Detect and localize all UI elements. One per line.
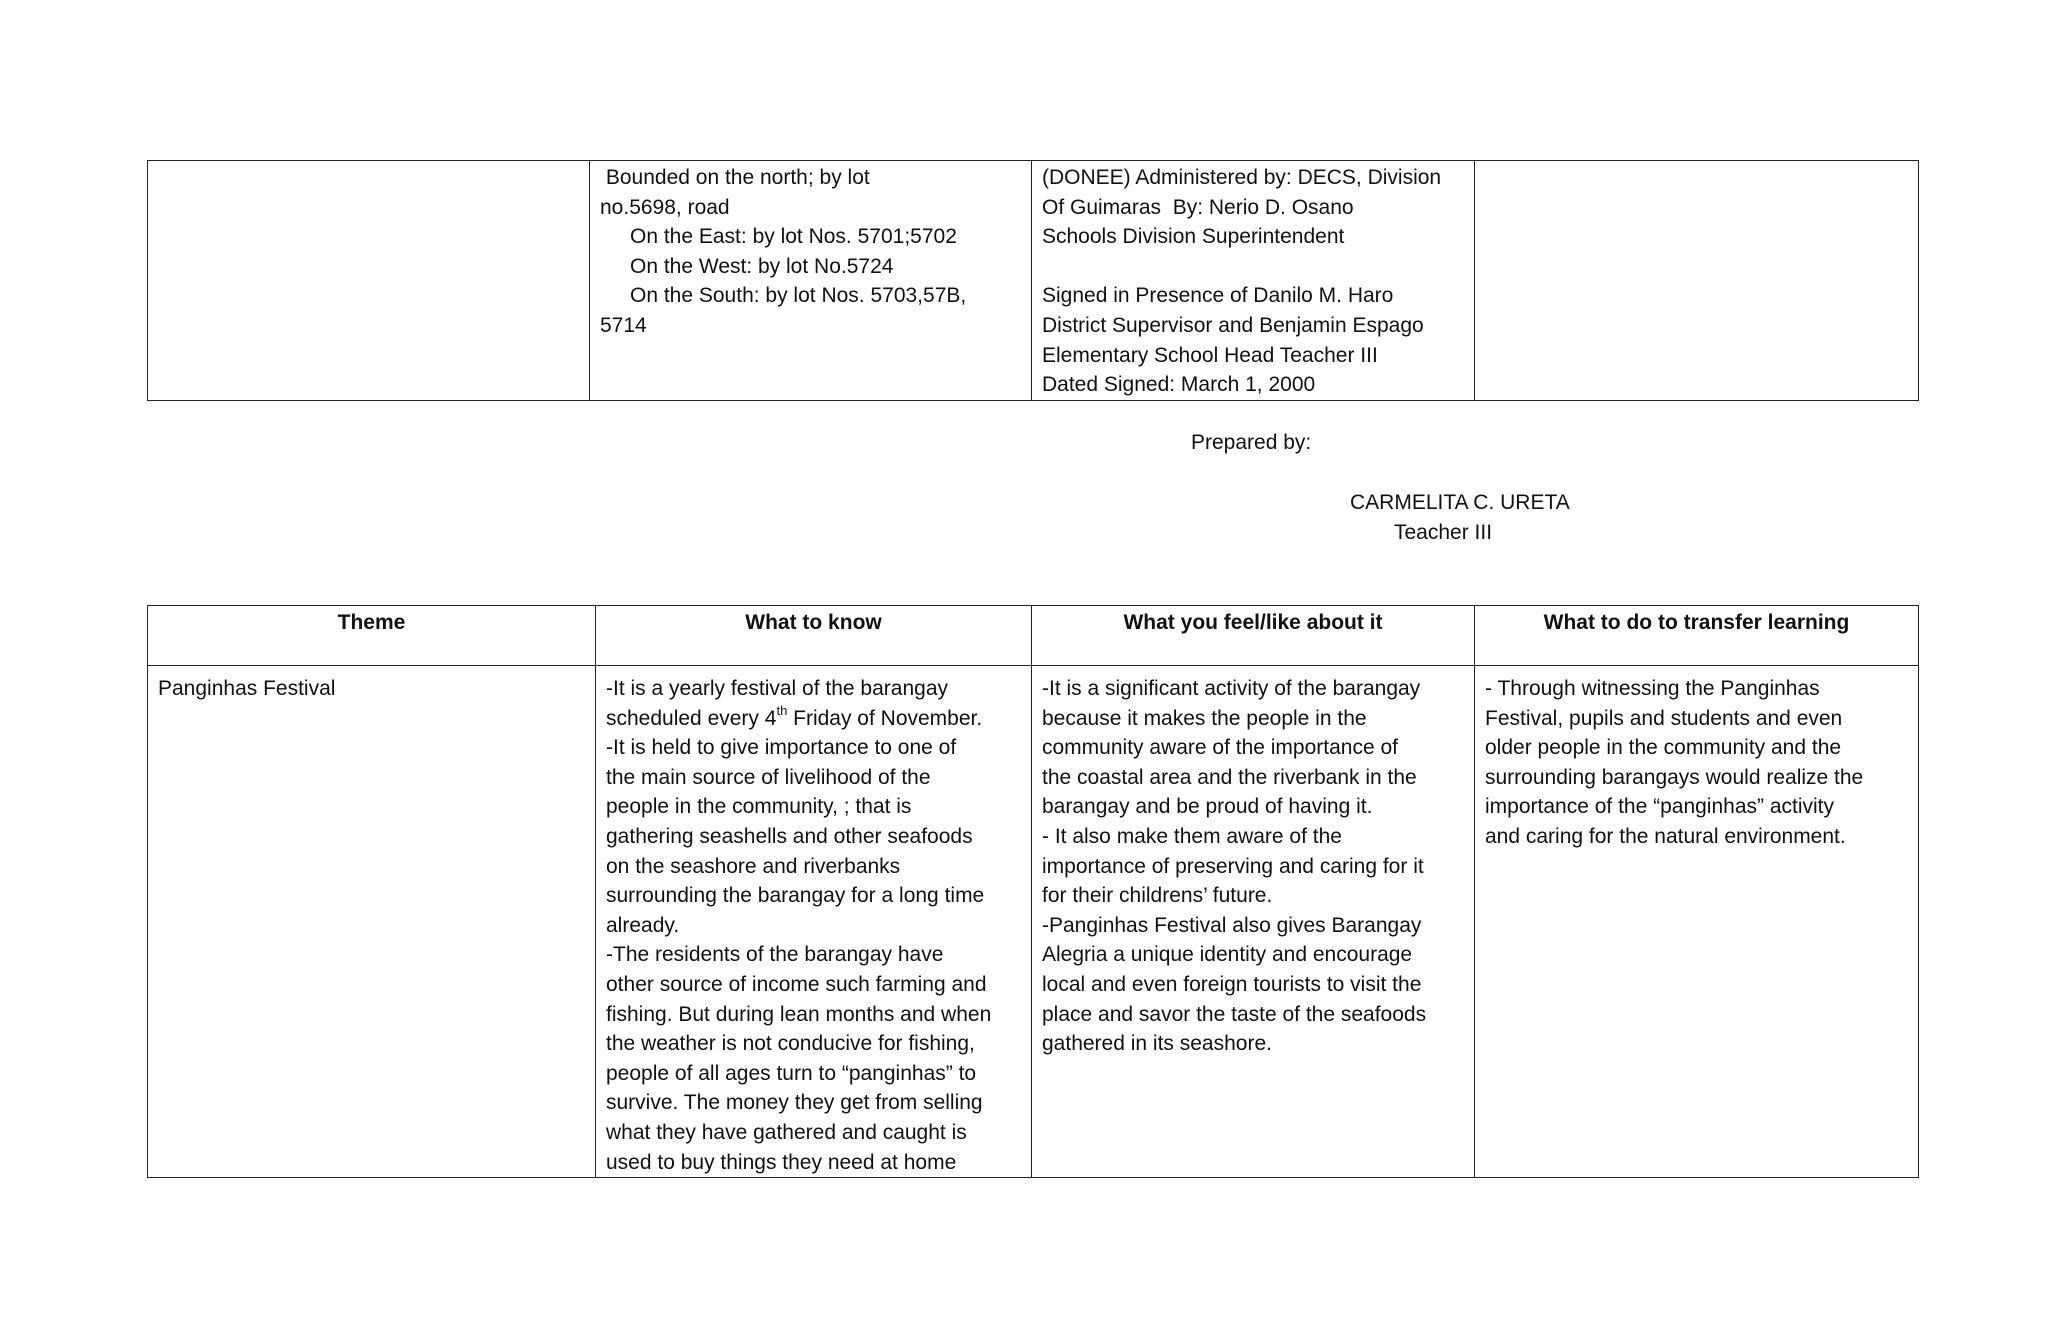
transfer-learning-cell: [1475, 666, 1919, 1178]
transfer-line: importance of the “panginhas” activity: [1485, 795, 1835, 819]
know-line: -It is held to give importance to one of: [606, 736, 957, 760]
feel-cell: [1032, 666, 1475, 1178]
boundary-line: Bounded on the north; by lot: [600, 166, 870, 189]
feel-line: -Panginhas Festival also gives Barangay: [1042, 913, 1422, 937]
donee-line: (DONEE) Administered by: DECS, Division: [1042, 166, 1442, 189]
theme-cell: [148, 666, 596, 1178]
column-header-theme: Theme: [148, 606, 596, 666]
theme-table: [147, 605, 1919, 1178]
donee-line: Signed in Presence of Danilo M. Haro: [1042, 284, 1394, 308]
transfer-line: Festival, pupils and students and even: [1485, 706, 1843, 730]
prepared-by-label: Prepared by:: [1191, 431, 1312, 454]
know-line: what they have gathered and caught is: [606, 1120, 967, 1144]
preparer-name: CARMELITA C. URETA: [1350, 491, 1570, 514]
feel-line: importance of preserving and caring for it: [1042, 854, 1424, 878]
know-line: -The residents of the barangay have: [606, 943, 944, 967]
boundary-line: On the South: by lot Nos. 5703,57B,: [630, 284, 967, 308]
feel-line: local and even foreign tourists to visit the: [1042, 972, 1422, 996]
ordinal-suffix: th: [776, 702, 788, 718]
know-line: survive. The money they get from selling: [606, 1091, 983, 1115]
feel-line: Alegria a unique identity and encourage: [1042, 943, 1413, 967]
donee-line: Of Guimaras By: Nerio D. Osano: [1042, 195, 1354, 219]
what-to-know-cell: [596, 666, 1032, 1178]
preparer-position: Teacher III: [1394, 521, 1493, 544]
transfer-line: surrounding barangays would realize the: [1485, 765, 1864, 789]
donee-details-cell: [1032, 161, 1475, 401]
know-line: other source of income such farming and: [606, 972, 987, 996]
transfer-line: - Through witnessing the Panginhas: [1485, 677, 1820, 700]
donee-line: Schools Division Superintendent: [1042, 225, 1345, 249]
table-row: [148, 666, 1919, 1178]
feel-line: community aware of the importance of: [1042, 736, 1398, 760]
theme-name: Panginhas Festival: [158, 677, 336, 700]
know-line: -It is a yearly festival of the barangay: [606, 677, 948, 700]
transfer-line: older people in the community and the: [1485, 736, 1842, 760]
table-header-row: [148, 606, 1919, 666]
feel-line: because it makes the people in the: [1042, 706, 1367, 730]
feel-line: for their childrens’ future.: [1042, 884, 1273, 908]
boundary-line: 5714: [600, 313, 647, 337]
know-line: gathering seashells and other seafoods: [606, 824, 973, 848]
know-line: fishing. But during lean months and when: [606, 1002, 992, 1026]
donee-line: Dated Signed: March 1, 2000: [1042, 373, 1316, 397]
know-line: people of all ages turn to “panginhas” to: [606, 1061, 977, 1085]
property-cell-empty-right: [1475, 161, 1919, 401]
feel-line: - It also make them aware of the: [1042, 824, 1342, 848]
feel-line: -It is a significant activity of the barangay: [1042, 677, 1421, 700]
know-line: used to buy things they need at home: [606, 1150, 957, 1174]
feel-line: barangay and be proud of having it.: [1042, 795, 1373, 819]
donee-line: Elementary School Head Teacher III: [1042, 343, 1378, 367]
know-text: Friday of November.: [787, 706, 983, 730]
column-header-transfer: What to do to transfer learning: [1475, 606, 1919, 666]
column-header-feel: What you feel/like about it: [1032, 606, 1475, 666]
property-boundaries-cell: [590, 161, 1032, 401]
property-table: [147, 160, 1919, 401]
know-line: the main source of livelihood of the: [606, 765, 931, 789]
donee-line: District Supervisor and Benjamin Espago: [1042, 313, 1424, 337]
boundary-line: On the West: by lot No.5724: [630, 254, 894, 278]
know-line: people in the community, ; that is: [606, 795, 912, 819]
know-line: surrounding the barangay for a long time: [606, 884, 985, 908]
property-cell-empty-left: [148, 161, 590, 401]
transfer-line: and caring for the natural environment.: [1485, 824, 1846, 848]
feel-line: the coastal area and the riverbank in the: [1042, 765, 1417, 789]
feel-line: gathered in its seashore.: [1042, 1032, 1272, 1056]
column-header-what-to-know: What to know: [596, 606, 1032, 666]
know-line: on the seashore and riverbanks: [606, 854, 901, 878]
know-text: scheduled every 4: [606, 706, 777, 730]
table-row: [148, 161, 1919, 401]
blank-line: [1042, 252, 1464, 282]
know-line: the weather is not conducive for fishing,: [606, 1032, 975, 1056]
know-line: [606, 704, 1021, 734]
know-line: already.: [606, 913, 680, 937]
feel-line: place and savor the taste of the seafoods: [1042, 1002, 1427, 1026]
boundary-line: no.5698, road: [600, 195, 730, 219]
boundary-line: On the East: by lot Nos. 5701;5702: [630, 225, 957, 249]
